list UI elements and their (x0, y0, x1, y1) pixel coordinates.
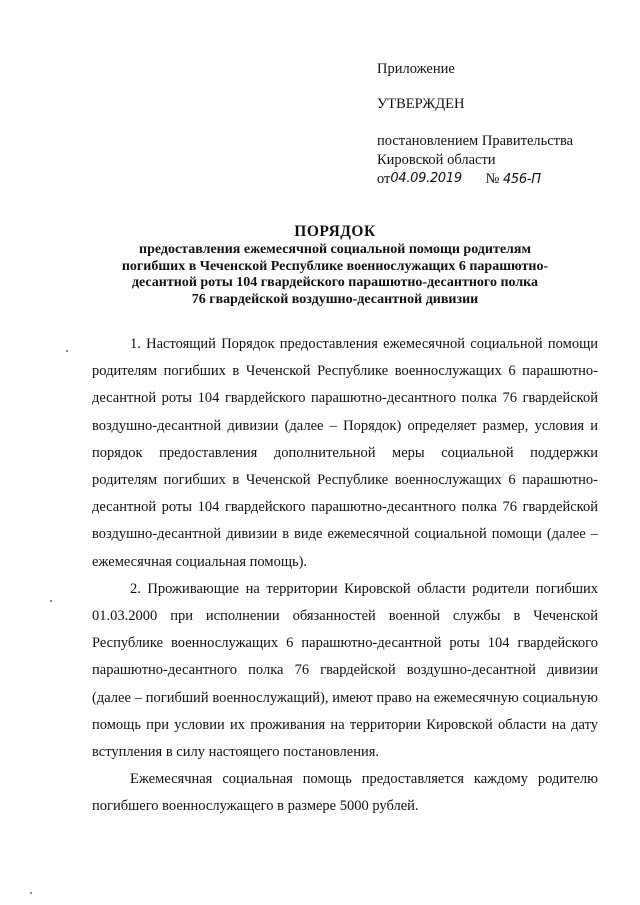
attachment-label: Приложение (377, 61, 455, 77)
paragraph-1: 1. Настоящий Порядок предоставления ежемесячной социальной помощи родителям погибших в Чеченской Республике военнослужащих 6 парашютно-десантной роты 104 гвардейского парашютно-десантного полка 76 гвардейской воздушно-десантной дивизии (далее – Порядок) определяет размер, условия и порядок предоставления дополнительной меры социальной поддержки родителям погибших в Чеченской Республике военнослужащих 6 парашютно-десантной роты 104 гвардейского парашютно-десантного полка 76 гвардейской воздушно-десантной дивизии в виде ежемесячной социальной помощи (далее – ежемесячная социальная помощь). (92, 336, 598, 570)
document-body (92, 331, 598, 821)
paragraph-3: Ежемесячная социальная помощь предоставляется каждому родителю погибшего военнослужащего в размере 5000 рублей. (92, 771, 598, 815)
scan-speck (30, 892, 32, 894)
handwritten-number: 456-П (502, 172, 541, 187)
date-prefix: от (377, 171, 391, 187)
decree-date-line (377, 170, 627, 189)
paragraph-2: 2. Проживающие на территории Кировской области родители погибших 01.03.2000 при исполнении обязанностей военной службы в Чеченской Республике военнослужащих 6 парашютно-десантной роты 104 гвардейского парашютно-десантного полка 76 гвардейской воздушно-десантной дивизии (далее – погибший военнослужащий), имеют право на ежемесячную социальную помощь при условии их проживания на территории Кировской области на дату вступления в силу настоящего постановления. (92, 580, 598, 761)
scan-speck (50, 600, 52, 602)
document-title-block (80, 222, 590, 308)
subtitle-line: 76 гвардейской воздушно-десантной дивизии (191, 291, 479, 307)
handwritten-date: 04.09.2019 (390, 171, 462, 186)
decree-line-1: постановлением Правительства (377, 133, 574, 149)
approved-label: УТВЕРЖДЕН (377, 96, 465, 112)
document-title: ПОРЯДОК (294, 223, 376, 240)
subtitle-line: погибших в Чеченской Республике военнослужащих 6 парашютно- (121, 258, 549, 274)
number-prefix: № (485, 171, 500, 187)
subtitle-line: предоставления ежемесячной социальной помощи родителям (139, 242, 531, 257)
decree-line-2: Кировской области (377, 152, 496, 168)
approval-block (377, 60, 627, 189)
scan-speck (66, 350, 68, 352)
subtitle-line: десантной роты 104 гвардейского парашютно-десантного полка (131, 275, 539, 290)
